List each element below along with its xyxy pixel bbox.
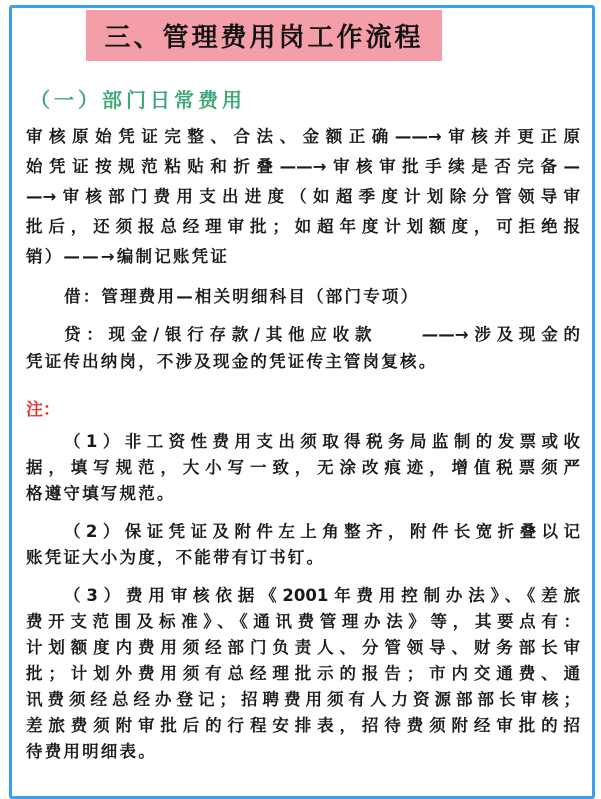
note-line: 格遵守填写规范。 xyxy=(26,484,176,503)
flow-line: 审核原始凭证完整、合法、金额正确——→审核并更正原 xyxy=(26,127,580,146)
flow-line: 始凭证按规范粘贴和折叠——→审核审批手续是否完备— xyxy=(26,157,580,176)
note-line: 据，填写规范，大小写一致，无涂改痕迹，增值税票须严 xyxy=(26,458,580,477)
flow-line: —→审核部门费用支出进度（如超季度计划除分管领导审 xyxy=(26,187,580,206)
note-line: （1）非工资性费用支出须取得税务局监制的发票或收 xyxy=(64,432,580,451)
note-line: 计划额度内费用须经部门负责人、分管领导、财务部长审 xyxy=(26,638,580,657)
note-line: （2）保证凭证及附件左上角整齐，附件长宽折叠以记 xyxy=(64,522,580,541)
note-label: 注： xyxy=(26,400,60,420)
flow-line: 批后，还须报总经理审批；如超年度计划额度，可拒绝报 xyxy=(26,217,580,236)
note-line: 费开支范围及标准》、《通讯费管理办法》等，其要点有： xyxy=(26,612,580,631)
credit-entry: 凭证传出纳岗，不涉及现金的凭证传主管岗复核。 xyxy=(26,352,438,371)
flow-line: 销）——→编制记账凭证 xyxy=(26,247,230,266)
title-banner xyxy=(86,10,442,61)
note-line: 讯费须经总经办登记；招聘费用须有人力资源部部长审核； xyxy=(26,690,580,709)
note-line: 差旅费须附审批后的行程安排表，招待费须附经审批的招 xyxy=(26,716,580,735)
note-line: 批；计划外费用须有总经理批示的报告；市内交通费、通 xyxy=(26,664,580,683)
credit-entry: 贷：现金/银行存款/其他应收款 ——→涉及现金的 xyxy=(64,325,580,344)
page-title: 三、管理费用岗工作流程 xyxy=(104,23,424,53)
note-line: 账凭证大小为度，不能带有订书钉。 xyxy=(26,548,326,567)
note-line: 待费用明细表。 xyxy=(26,742,157,761)
section-heading: （一）部门日常费用 xyxy=(30,88,246,112)
debit-entry: 借：管理费用—相关明细科目（部门专项） xyxy=(64,287,420,306)
note-line: （3）费用审核依据《2001年费用控制办法》、《差旅 xyxy=(64,586,580,605)
